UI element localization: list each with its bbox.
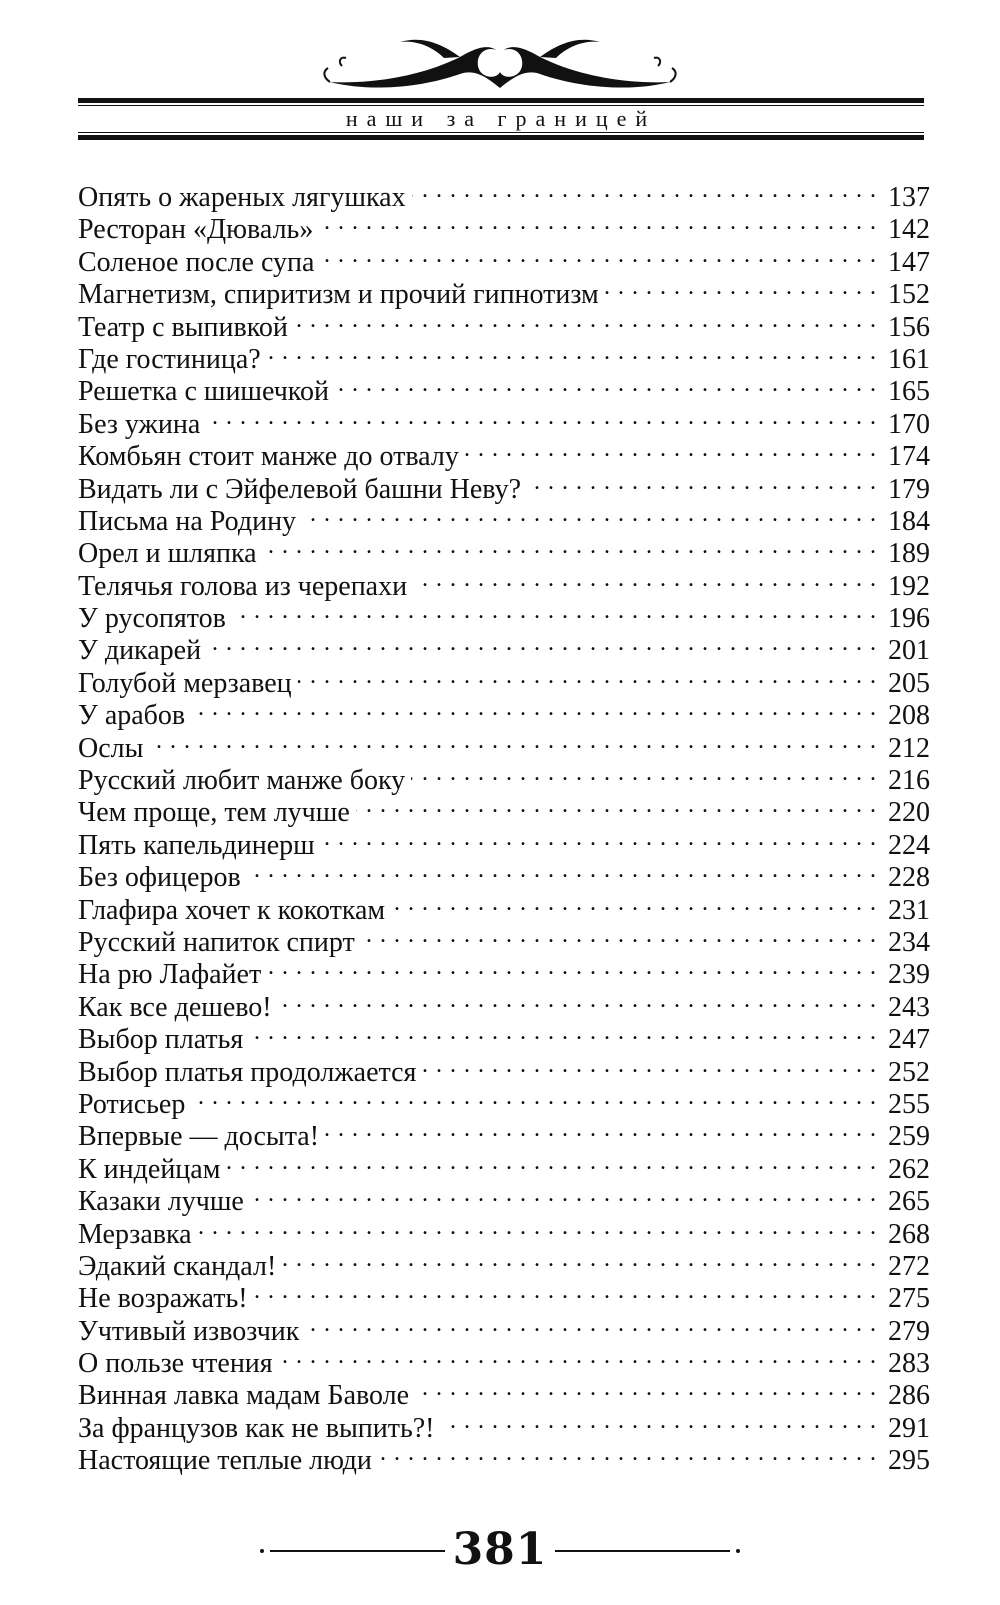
toc-entry-title: Эдакий скандал! — [78, 1250, 277, 1282]
toc-entry — [78, 433, 930, 473]
toc-entry-page: 262 — [888, 1153, 930, 1185]
toc-entry-page: 286 — [888, 1380, 930, 1412]
toc-entry-title: Русский напиток спирт — [78, 926, 355, 958]
toc-entry-title: Орел и шляпка — [78, 538, 257, 570]
toc-entry-title: О пользе чтения — [78, 1348, 273, 1380]
toc-entry-title: Пять капельдинерш — [78, 829, 315, 861]
toc-entry-page: 212 — [888, 732, 930, 764]
toc-entry-page: 259 — [888, 1121, 930, 1153]
toc-entry-page: 220 — [888, 797, 930, 829]
toc-entry-page: 170 — [888, 408, 930, 440]
toc-entry — [78, 1081, 930, 1120]
toc-entry-page: 272 — [888, 1250, 930, 1282]
page-number: 381 — [452, 1524, 548, 1575]
toc-entry-page: 174 — [888, 441, 930, 473]
toc-dot-leader — [422, 1049, 877, 1081]
toc-entry — [78, 174, 930, 213]
toc-dot-leader — [321, 822, 877, 854]
page-footer — [260, 1520, 740, 1580]
toc-entry-page: 231 — [888, 894, 930, 926]
toc-entry-page: 224 — [888, 829, 930, 861]
toc-entry-title: Комбьян стоит манже до отвалу — [78, 441, 459, 473]
toc-dot-leader — [302, 498, 877, 530]
toc-entry-page: 179 — [888, 473, 930, 505]
running-head-text: наши за границей — [340, 106, 662, 131]
toc-entry-title: Как все дешево! — [78, 991, 272, 1023]
toc-entry-page: 279 — [888, 1315, 930, 1347]
toc-dot-leader — [305, 1308, 877, 1340]
toc-entry-page: 255 — [888, 1088, 930, 1120]
toc-dot-leader — [294, 304, 877, 336]
toc-entry-title: Казаки лучше — [78, 1186, 244, 1218]
toc-dot-leader — [527, 466, 877, 498]
toc-entry-page: 208 — [888, 700, 930, 732]
toc-entry-title: Ротисьер — [78, 1088, 186, 1120]
toc-entry-page: 152 — [888, 279, 930, 311]
toc-entry — [78, 660, 930, 699]
toc-entry-page: 265 — [888, 1186, 930, 1218]
toc-entry-title: Впервые — досыта! — [78, 1121, 320, 1153]
toc-entry-title: Ослы — [78, 732, 144, 764]
toc-dot-leader — [298, 660, 877, 692]
toc-entry-title: Голубой мерзавец — [78, 667, 292, 699]
toc-entry — [78, 1113, 930, 1153]
footer-dot-right — [736, 1549, 740, 1553]
toc-dot-leader — [465, 433, 877, 465]
toc-entry-title: Выбор платья — [78, 1024, 244, 1056]
toc-entry-page: 165 — [888, 376, 930, 408]
toc-entry-page: 184 — [888, 505, 930, 537]
toc-entry — [78, 725, 930, 764]
toc-entry — [78, 401, 930, 440]
toc-entry-page: 205 — [888, 667, 930, 699]
toc-dot-leader — [325, 1113, 877, 1145]
header-rule-top-thick — [78, 98, 924, 103]
toc-entry-title: Учтивый извозчик — [78, 1315, 300, 1347]
toc-entry-title: К индейцам — [78, 1153, 221, 1185]
toc-dot-leader — [335, 368, 877, 400]
toc-entry-title: Письма на Родину — [78, 505, 297, 537]
header-ornament-icon — [310, 22, 690, 102]
toc-dot-leader — [361, 919, 877, 951]
toc-entry — [78, 1243, 930, 1282]
toc-dot-leader — [149, 725, 877, 757]
toc-entry-title: Магнетизм, спиритизм и прочий гипнотизм — [78, 279, 599, 311]
toc-entry — [78, 692, 930, 732]
toc-entry-title: За французов как не выпить?! — [78, 1412, 435, 1444]
toc-entry-title: У дикарей — [78, 635, 202, 667]
toc-dot-leader — [282, 1243, 877, 1275]
toc-dot-leader — [267, 336, 877, 368]
toc-entry-title: Винная лавка мадам Баволе — [78, 1380, 410, 1412]
toc-entry-title: У арабов — [78, 700, 186, 732]
toc-dot-leader — [415, 1372, 877, 1404]
running-head — [78, 104, 924, 134]
toc-entry-title: Соленое после супа — [78, 246, 315, 278]
toc-entry-title: Где гостиница? — [78, 343, 261, 375]
toc-entry-page: 239 — [888, 959, 930, 991]
toc-entry-page: 234 — [888, 926, 930, 958]
toc-entry-title: Ресторан «Дюваль» — [78, 214, 314, 246]
toc-entry-page: 252 — [888, 1056, 930, 1088]
toc-entry-page: 147 — [888, 246, 930, 278]
toc-entry-page: 189 — [888, 538, 930, 570]
toc-entry-title: Видать ли с Эйфелевой башни Неву? — [78, 473, 521, 505]
toc-entry-page: 295 — [888, 1445, 930, 1477]
toc-entry-title: На рю Лафайет — [78, 959, 262, 991]
toc-entry-title: Чем проще, тем лучше — [78, 797, 350, 829]
toc-dot-leader — [411, 757, 877, 789]
toc-dot-leader — [378, 1437, 877, 1469]
toc-entry-title: Настоящие теплые люди — [78, 1445, 372, 1477]
toc-entry-title: Без офицеров — [78, 862, 241, 894]
toc-entry-page: 268 — [888, 1218, 930, 1250]
toc-entry-page: 137 — [888, 182, 930, 213]
toc-entry-page: 216 — [888, 765, 930, 797]
table-of-contents — [78, 174, 930, 1477]
toc-entry — [78, 1211, 930, 1250]
toc-dot-leader — [356, 789, 877, 821]
toc-dot-leader — [605, 271, 877, 303]
toc-entry-page: 161 — [888, 343, 930, 375]
header-rule-bottom-thick — [78, 135, 924, 140]
toc-dot-leader — [207, 627, 877, 659]
toc-dot-leader — [391, 887, 877, 919]
header-rule-bottom-thin — [78, 132, 924, 133]
toc-dot-leader — [412, 174, 877, 206]
toc-dot-leader — [198, 1211, 877, 1243]
toc-entry-page: 192 — [888, 570, 930, 602]
toc-entry-title: Глафира хочет к кокоткам — [78, 894, 386, 926]
toc-dot-leader — [206, 401, 877, 433]
toc-dot-leader — [441, 1405, 878, 1437]
toc-dot-leader — [319, 206, 877, 238]
toc-entry-page: 201 — [888, 635, 930, 667]
toc-dot-leader — [267, 951, 877, 983]
toc-dot-leader — [247, 854, 877, 886]
toc-entry-page: 291 — [888, 1412, 930, 1444]
toc-dot-leader — [413, 563, 877, 595]
toc-dot-leader — [278, 984, 877, 1016]
toc-dot-leader — [191, 1081, 877, 1113]
toc-dot-leader — [249, 1016, 877, 1048]
toc-entry-page: 247 — [888, 1024, 930, 1056]
toc-entry-title: У русопятов — [78, 603, 226, 635]
toc-entry-title: Выбор платья продолжается — [78, 1056, 417, 1088]
footer-rule-right — [555, 1550, 730, 1552]
toc-dot-leader — [191, 692, 877, 724]
toc-entry-title: Решетка с шишечкой — [78, 376, 329, 408]
toc-entry-page: 243 — [888, 991, 930, 1023]
toc-dot-leader — [279, 1340, 877, 1372]
toc-entry-page: 196 — [888, 603, 930, 635]
toc-dot-leader — [232, 595, 877, 627]
toc-entry-title: Мерзавка — [78, 1218, 192, 1250]
toc-entry-page: 156 — [888, 311, 930, 343]
toc-entry-page: 142 — [888, 214, 930, 246]
toc-entry-title: Театр с выпивкой — [78, 311, 288, 343]
toc-entry — [78, 757, 930, 797]
toc-dot-leader — [320, 239, 877, 271]
toc-entry-title: Русский любит манже боку — [78, 765, 406, 797]
toc-dot-leader — [250, 1178, 877, 1210]
toc-entry-title: Без ужина — [78, 408, 201, 440]
toc-entry-title: Опять о жареных лягушках — [78, 182, 406, 213]
toc-dot-leader — [263, 530, 877, 562]
toc-entry-page: 228 — [888, 862, 930, 894]
toc-dot-leader — [254, 1275, 877, 1307]
toc-dot-leader — [226, 1146, 877, 1178]
toc-entry-page: 275 — [888, 1283, 930, 1315]
toc-entry-page: 283 — [888, 1348, 930, 1380]
toc-entry-title: Не возражать! — [78, 1283, 248, 1315]
toc-entry-title: Телячья голова из черепахи — [78, 570, 408, 602]
